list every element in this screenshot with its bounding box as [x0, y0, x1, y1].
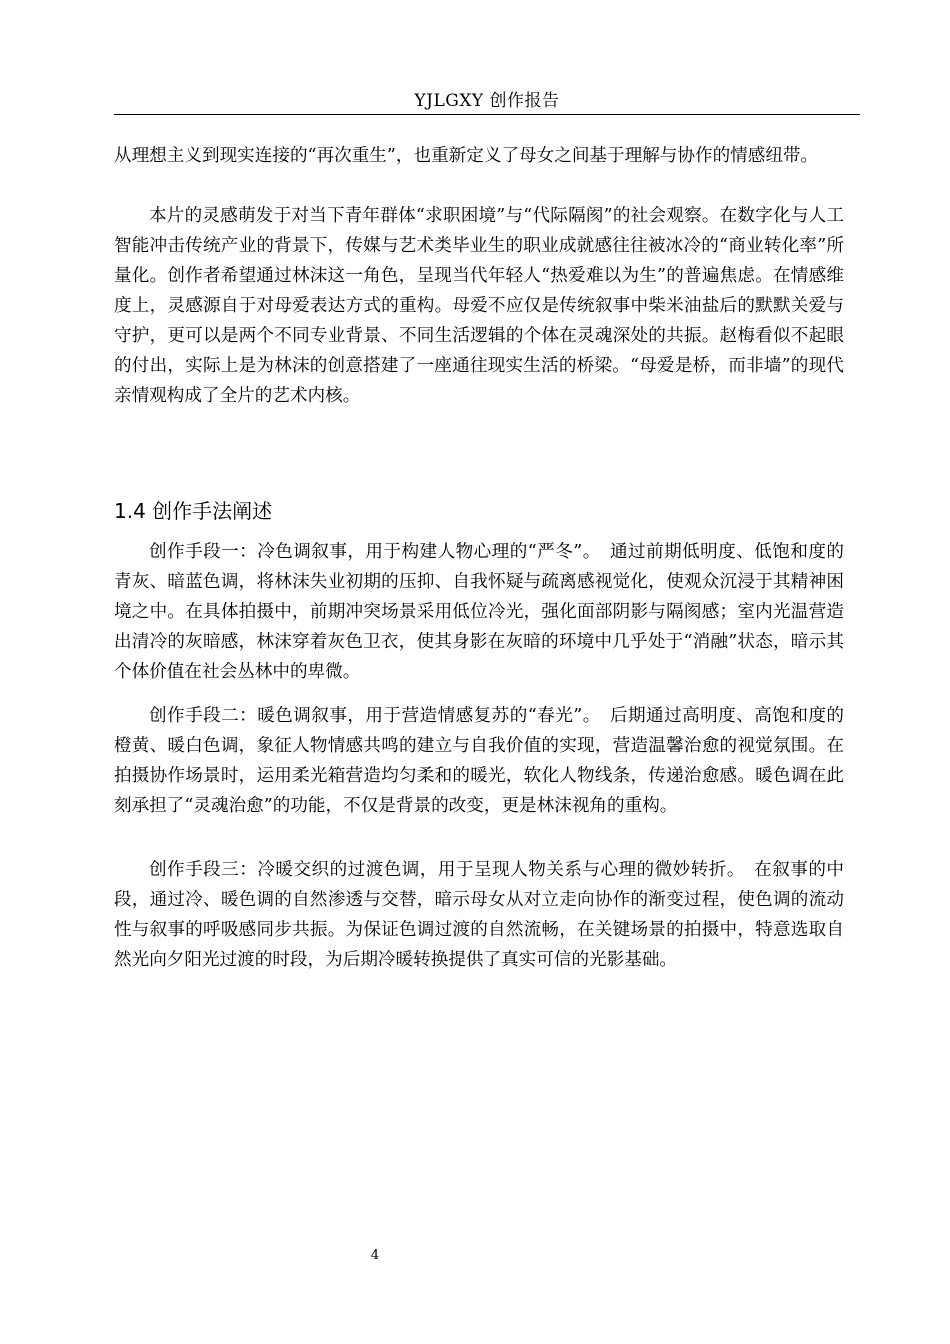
page-number: 4 — [370, 1248, 380, 1263]
section-heading: 1.4 创作手法阐述 — [114, 499, 273, 523]
header-title: YJLGXY 创作报告 — [414, 91, 560, 111]
page-header — [114, 88, 860, 115]
paragraph-technique-3: 创作手段三：冷暖交织的过渡色调，用于呈现人物关系与心理的微妙转折。 在叙事的中段，通过冷、暖色调的自然渗透与交替，暗示母女从对立走向协作的渐变过程，使色调的流动性与叙事的呼吸感同步共振。为保证色调过渡的自然流畅，在关键场景的拍摄中，特意选取自然光向夕阳光过渡的时段，为后期冷暖转换提供了真实可信的光影基础。 — [114, 860, 844, 970]
paragraph-technique-2: 创作手段二：暖色调叙事，用于营造情感复苏的“春光”。 后期通过高明度、高饱和度的橙黄、暖白色调，象征人物情感共鸣的建立与自我价值的实现，营造温馨治愈的视觉氛围。在拍摄协作场景时，运用柔光箱营造均匀柔和的暖光，软化人物线条，传递治愈感。暖色调在此刻承担了“灵魂治愈”的功能，不仅是背景的改变，更是林沫视角的重构。 — [114, 706, 844, 816]
paragraph-continued: 从理想主义到现实连接的“再次重生”，也重新定义了母女之间基于理解与协作的情感纽带。 — [114, 146, 819, 166]
paragraph-technique-1: 创作手段一：冷色调叙事，用于构建人物心理的“严冬”。 通过前期低明度、低饱和度的青灰、暗蓝色调，将林沫失业初期的压抑、自我怀疑与疏离感视觉化，使观众沉浸于其精神困境之中。在具体拍摄中，前期冲突场景采用低位冷光，强化面部阴影与隔阂感；室内光温营造出清冷的灰暗感，林沫穿着灰色卫衣，使其身影在灰暗的环境中几乎处于“消融”状态，暗示其个体价值在社会丛林中的卑微。 — [114, 542, 844, 682]
paragraph-inspiration: 本片的灵感萌发于对当下青年群体“求职困境”与“代际隔阂”的社会观察。在数字化与人工智能冲击传统产业的背景下，传媒与艺术类毕业生的职业成就感往往被冰冷的“商业转化率”所量化。创作者希望通过林沫这一角色，呈现当代年轻人“热爱难以为生”的普遍焦虑。在情感维度上，灵感源自于对母爱表达方式的重构。母爱不应仅是传统叙事中柴米油盐后的默默关爱与守护，更可以是两个不同专业背景、不同生活逻辑的个体在灵魂深处的共振。赵梅看似不起眼的付出，实际上是为林沫的创意搭建了一座通往现实生活的桥梁。“母爱是桥，而非墙”的现代亲情观构成了全片的艺术内核。 — [114, 206, 844, 406]
